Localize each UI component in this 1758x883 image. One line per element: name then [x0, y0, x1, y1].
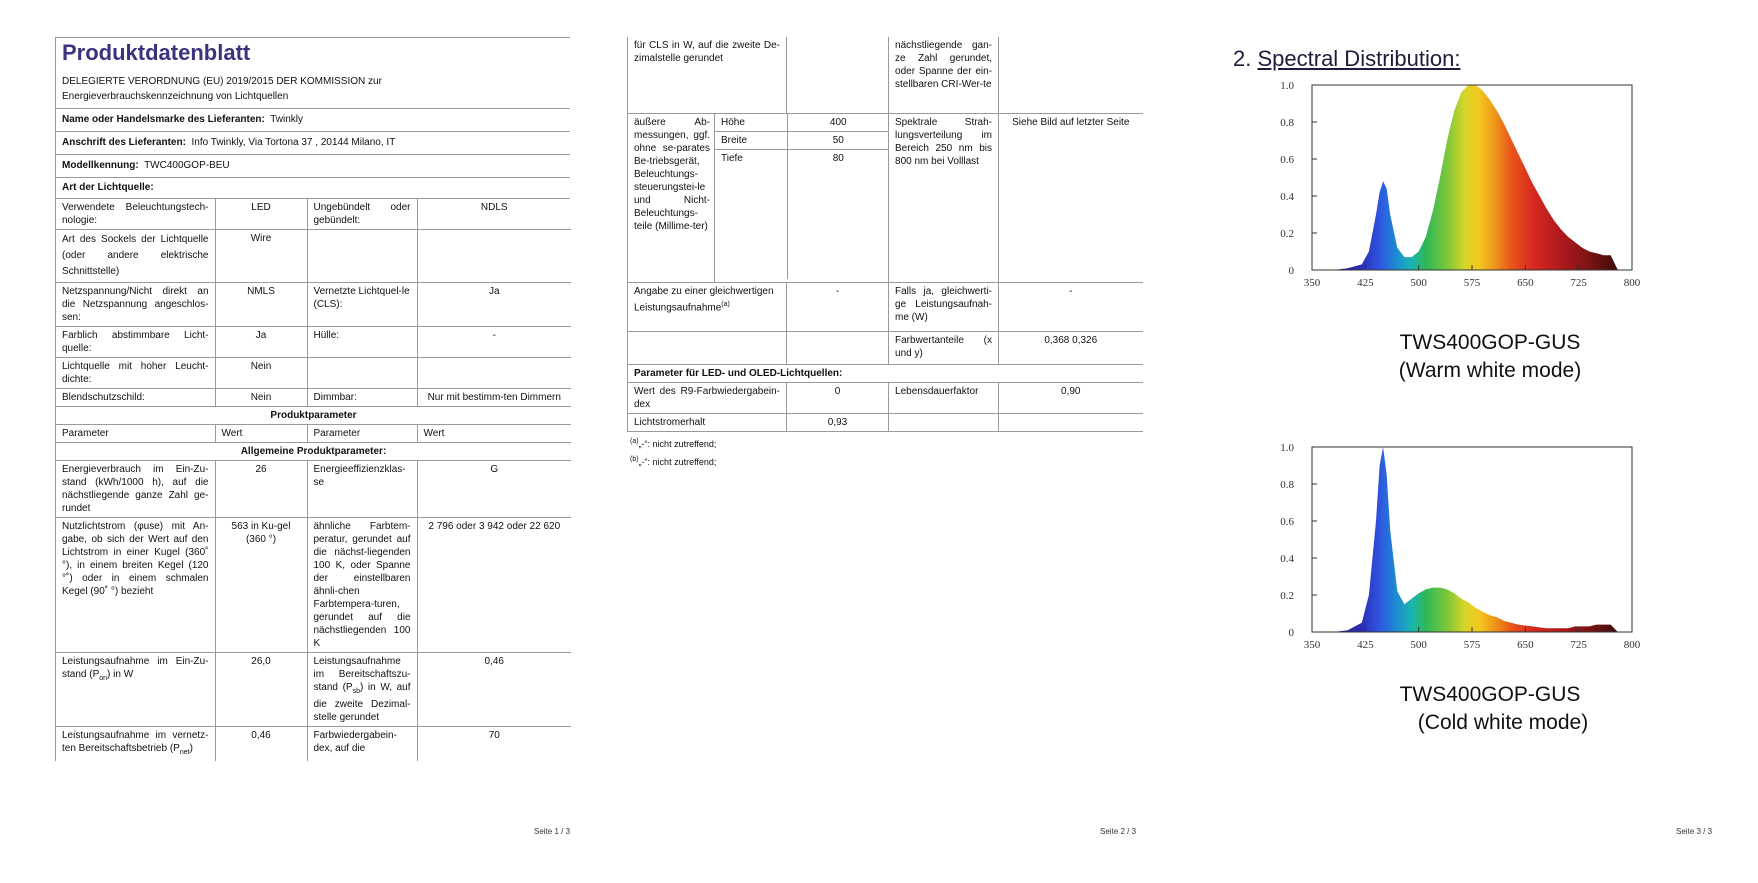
y-tick-label: 0: [1288, 627, 1294, 639]
chart1-model: TWS400GOP-GUS: [1399, 331, 1581, 354]
heading-number: 2.: [1233, 46, 1252, 71]
x-tick-label: 650: [1517, 639, 1534, 651]
chart1-mode: (Warm white mode): [1398, 359, 1582, 382]
cell-value: -: [999, 282, 1143, 331]
column-header-value: Wert: [215, 425, 307, 443]
cell-param: Art des Sockels der Lichtquelle (oder andere elektrische Schnittstelle): [56, 230, 215, 283]
model-row: [56, 155, 570, 178]
dimensions-cell: [715, 113, 889, 282]
plot-frame: [1312, 447, 1632, 632]
y-tick-label: 0.2: [1280, 228, 1294, 240]
spectrum-area: [1333, 85, 1618, 270]
cell-value: LED: [215, 199, 307, 230]
y-tick-label: 0.4: [1280, 191, 1294, 203]
cell-param: Hülle:: [307, 327, 417, 358]
cell-value: 70: [488, 730, 500, 741]
footnote-text: „-“: nicht zutreffend;: [638, 456, 717, 467]
x-tick-label: 425: [1357, 639, 1374, 651]
cell-value: Ja: [215, 327, 307, 358]
table-row: [56, 518, 571, 653]
cell-text: ) in W, auf die zweite Dezimal-stelle gerundet: [313, 682, 411, 723]
cell-param: für CLS in W, auf die zweite De-zimalstelle gerundet: [628, 37, 787, 113]
cell-param: [628, 331, 787, 364]
datasheet-table-page-2: [627, 37, 1142, 470]
cell-value: 0,46: [417, 653, 571, 727]
dimension-name: Tiefe: [715, 149, 787, 279]
address-label: Anschrift des Lieferanten:: [62, 137, 186, 148]
x-tick-label: 500: [1410, 639, 1427, 651]
table-row: [56, 199, 571, 230]
table-row: [56, 653, 571, 727]
cell-value: Nein: [215, 389, 307, 407]
cell-value: [999, 37, 1143, 113]
dimensions-subtable: [715, 114, 889, 280]
x-tick-label: 350: [1303, 639, 1321, 651]
cell-value: NMLS: [215, 283, 307, 327]
spectral-heading: [1233, 46, 1460, 72]
section-row: [628, 364, 1143, 382]
x-tick-label: 350: [1303, 277, 1321, 289]
y-tick-label: 0.2: [1280, 590, 1294, 602]
section-heading-led: Parameter für LED- und OLED-Lichtquellen:: [628, 364, 1143, 382]
cell-superscript: (a): [721, 300, 730, 308]
datasheet-table-page-1: [55, 37, 570, 761]
cell-param: Netzspannung/Nicht direkt an die Netzspannung angeschlos-sen:: [56, 283, 215, 327]
dimension-name: Breite: [715, 131, 787, 149]
cell-param: Vernetzte Lichtquel-le (CLS):: [307, 283, 417, 327]
page-3: [1172, 0, 1758, 883]
cell-value: Ja: [417, 283, 571, 327]
cell-value: [787, 37, 889, 113]
y-tick-label: 0.6: [1280, 516, 1294, 528]
cell-value: [417, 230, 571, 283]
x-tick-label: 425: [1357, 277, 1374, 289]
cell-param: [307, 230, 417, 283]
cell-value: 0,46: [215, 727, 307, 762]
heading-text: Spectral Distribution:: [1257, 46, 1461, 71]
survival-factor-value: 0,90: [999, 382, 1143, 413]
chart2-mode: (Cold white mode): [1417, 711, 1589, 734]
cell-value: 563 in Ku-gel (360 °): [215, 518, 307, 653]
cell-value: Nein: [215, 358, 307, 389]
dimensions-label: äußere Ab-messungen, ggf. ohne se-parates Be-triebsgerät, Beleuchtungs-steuerungstei-le und Nicht-Beleuchtungs-teile (Millime-ter): [628, 113, 715, 282]
table-row: [56, 389, 571, 407]
column-header-value: Wert: [417, 425, 571, 443]
column-header-parameter: Parameter: [307, 425, 417, 443]
table-row: [628, 413, 1143, 431]
cell-param: ähnliche Farbtem-peratur, gerundet auf die nächst-liegenden 100 K, oder Spanne der einstellbaren ähnli-chen Farbtempera-turen, gerundet auf die nächstliegenden 100 K: [307, 518, 417, 653]
table-row: [628, 382, 1143, 413]
section-row: [56, 443, 571, 461]
table-row: [56, 230, 571, 283]
table-row: [56, 327, 571, 358]
page-number: Seite 2 / 3: [1100, 827, 1137, 836]
cell-param: Verwendete Beleuchtungstech-nologie:: [56, 199, 215, 230]
cell-param: Energieverbrauch im Ein-Zu-stand (kWh/1000 h), auf die nächstliegende ganze Zahl ge-rundet: [56, 461, 215, 518]
footnote-b: [627, 452, 1142, 470]
cell-text: ) in W: [107, 669, 134, 680]
cell-value: 26,0: [215, 653, 307, 727]
table-row: [56, 461, 571, 518]
section-heading-general-parameters: Allgemeine Produktparameter:: [56, 443, 571, 461]
cell-value: Wire: [215, 230, 307, 283]
cell-param: Lichtquelle mit hoher Leucht-dichte:: [56, 358, 215, 389]
r9-value: 0: [787, 382, 889, 413]
lumen-maintenance-value: 0,93: [787, 413, 889, 431]
cell-value: [417, 358, 571, 389]
survival-factor-label: Lebensdauerfaktor: [889, 382, 999, 413]
address-value: Info Twinkly, Via Tortona 37 , 20144 Milano, IT: [191, 137, 396, 148]
dimension-value: 400: [787, 114, 889, 132]
cell-value: [999, 413, 1143, 431]
dimension-row: [715, 131, 889, 149]
y-tick-label: 0.6: [1280, 154, 1294, 166]
chromaticity-value: 0,368 0,326: [999, 331, 1143, 364]
footnote-marker: (a): [630, 437, 639, 445]
y-tick-label: 1.0: [1280, 442, 1294, 454]
supplier-label: Name oder Handelsmarke des Lieferanten:: [62, 114, 265, 125]
footnote-text: „-“: nicht zutreffend;: [638, 438, 717, 449]
section-heading-product-parameters: Produktparameter: [56, 407, 571, 425]
y-tick-label: 0: [1288, 265, 1294, 277]
table-row: [56, 283, 571, 327]
cell-value: 26: [215, 461, 307, 518]
dimension-value: 50: [787, 131, 889, 149]
cell-text: Leistungsaufnahme im Ein-Zu-stand (P: [62, 656, 209, 680]
regulation-line-1: DELEGIERTE VERORDNUNG (EU) 2019/2015 DER KOMMISSION zur: [62, 76, 382, 87]
x-tick-label: 800: [1623, 277, 1641, 289]
cell-param: [307, 653, 417, 727]
spectrum-area: [1333, 447, 1618, 632]
chromaticity-label: Farbwertanteile (x und y): [889, 331, 999, 364]
header-row: [56, 425, 571, 443]
chart1-caption: [1380, 331, 1600, 383]
cell-value: NDLS: [417, 199, 571, 230]
model-value: TWC400GOP-BEU: [144, 160, 230, 171]
spectrum-chart-cold: [1252, 437, 1672, 687]
y-tick-label: 0.4: [1280, 553, 1294, 565]
column-header-parameter: Parameter: [56, 425, 215, 443]
cell-subscript: net: [179, 749, 190, 756]
footnote-a: [627, 434, 1142, 452]
page-1: [0, 0, 586, 883]
page-number: Seite 1 / 3: [534, 827, 571, 836]
spectrum-chart-warm: [1252, 75, 1672, 325]
dimension-row: [715, 149, 889, 279]
parameter-table: [56, 199, 571, 761]
cell-value: [787, 331, 889, 364]
cell-param: [56, 727, 215, 762]
r9-label: Wert des R9-Farbwiedergabein-dex: [628, 382, 787, 413]
spectral-distribution-value: Siehe Bild auf letzter Seite: [999, 113, 1143, 282]
table-row: [628, 113, 1143, 282]
lumen-maintenance-label: Lichtstromerhalt: [628, 413, 787, 431]
cell-param: Dimmbar:: [307, 389, 417, 407]
cell-param: Falls ja, gleichwerti-ge Leistungsaufnah-me (W): [889, 282, 999, 331]
cell-param: Farblich abstimmbare Licht-quelle:: [56, 327, 215, 358]
spectral-distribution-label: Spektrale Strah-lungsverteilung im Bereich 250 nm bis 800 nm bei Volllast: [889, 113, 999, 282]
cell-text: Leistungsaufnahme im vernetz-ten Bereitschaftsbetrieb (P: [62, 730, 209, 754]
cell-text: Angabe zu einer gleichwertigen Leistungsaufnahme: [634, 285, 774, 313]
page-number: Seite 3 / 3: [1676, 827, 1713, 836]
x-tick-label: 500: [1410, 277, 1427, 289]
cell-param: Blendschutzschild:: [56, 389, 215, 407]
cell-value: G: [417, 461, 571, 518]
x-tick-label: 725: [1570, 639, 1587, 651]
x-tick-label: 575: [1463, 277, 1481, 289]
dimension-row: [715, 114, 889, 132]
chart2-caption: [1380, 683, 1600, 735]
chart2-model: TWS400GOP-GUS: [1399, 683, 1581, 706]
y-tick-label: 0.8: [1280, 479, 1294, 491]
model-label: Modellkennung:: [62, 160, 139, 171]
page-title: Produktdatenblatt: [62, 40, 251, 65]
x-tick-label: 575: [1463, 639, 1481, 651]
cell-text: ): [189, 743, 193, 754]
cell-param: Nutzlichtstrom (φuse) mit An-gabe, ob sich der Wert auf den Lichtstrom in einer Kugel (360˚ °), in einem breiten Kegel (120 °˚) oder in einem schmalen Kegel (90˚ °) bezieht: [56, 518, 215, 653]
supplier-row: [56, 109, 570, 132]
cell-value: -: [417, 327, 571, 358]
regulation-line-2: Energieverbrauchskennzeichnung von Lichtquellen: [62, 91, 289, 102]
cell-param: [307, 358, 417, 389]
dimension-value: 80: [832, 152, 844, 164]
cell-subscript: on: [99, 675, 108, 682]
footnote-marker: (b): [630, 455, 639, 463]
cell-text: Leistungsaufnahme im Bereitschaftszu-stand (P: [313, 656, 411, 693]
table-row: [56, 358, 571, 389]
table-row: [628, 37, 1143, 113]
table-row: [628, 331, 1143, 364]
footnotes: [627, 434, 1142, 470]
regulation-text: [56, 72, 570, 109]
y-tick-label: 0.8: [1280, 117, 1294, 129]
cell-param: [889, 413, 999, 431]
cell-param: Ungebündelt oder gebündelt:: [307, 199, 417, 230]
cell-param: Farbwiedergabein-dex, auf die: [307, 727, 417, 762]
cell-value: Nur mit bestimm-ten Dimmern: [417, 389, 571, 407]
cell-subscript: sb: [352, 688, 360, 695]
dimension-name: Höhe: [715, 114, 787, 132]
y-tick-label: 1.0: [1280, 80, 1294, 92]
x-tick-label: 725: [1570, 277, 1587, 289]
cell-value: -: [787, 282, 889, 331]
x-tick-label: 650: [1517, 277, 1534, 289]
cell-param: [56, 653, 215, 727]
x-tick-label: 800: [1623, 639, 1641, 651]
light-source-type-heading: Art der Lichtquelle:: [56, 178, 570, 199]
table-row: [628, 282, 1143, 331]
cell-param: nächstliegende gan-ze Zahl gerundet, oder Spanne der ein-stellbaren CRI-Wer-te: [889, 37, 999, 113]
section-row: [56, 407, 571, 425]
supplier-value: Twinkly: [270, 114, 304, 125]
cell-param: Energieeffizienzklas-se: [307, 461, 417, 518]
table-row: [56, 727, 571, 762]
page-2: [586, 0, 1172, 883]
parameter-table-continued: [627, 37, 1143, 432]
equivalent-power-label: [628, 282, 787, 331]
cell-value: 2 796 oder 3 942 oder 22 620: [417, 518, 571, 653]
address-row: [56, 132, 570, 155]
